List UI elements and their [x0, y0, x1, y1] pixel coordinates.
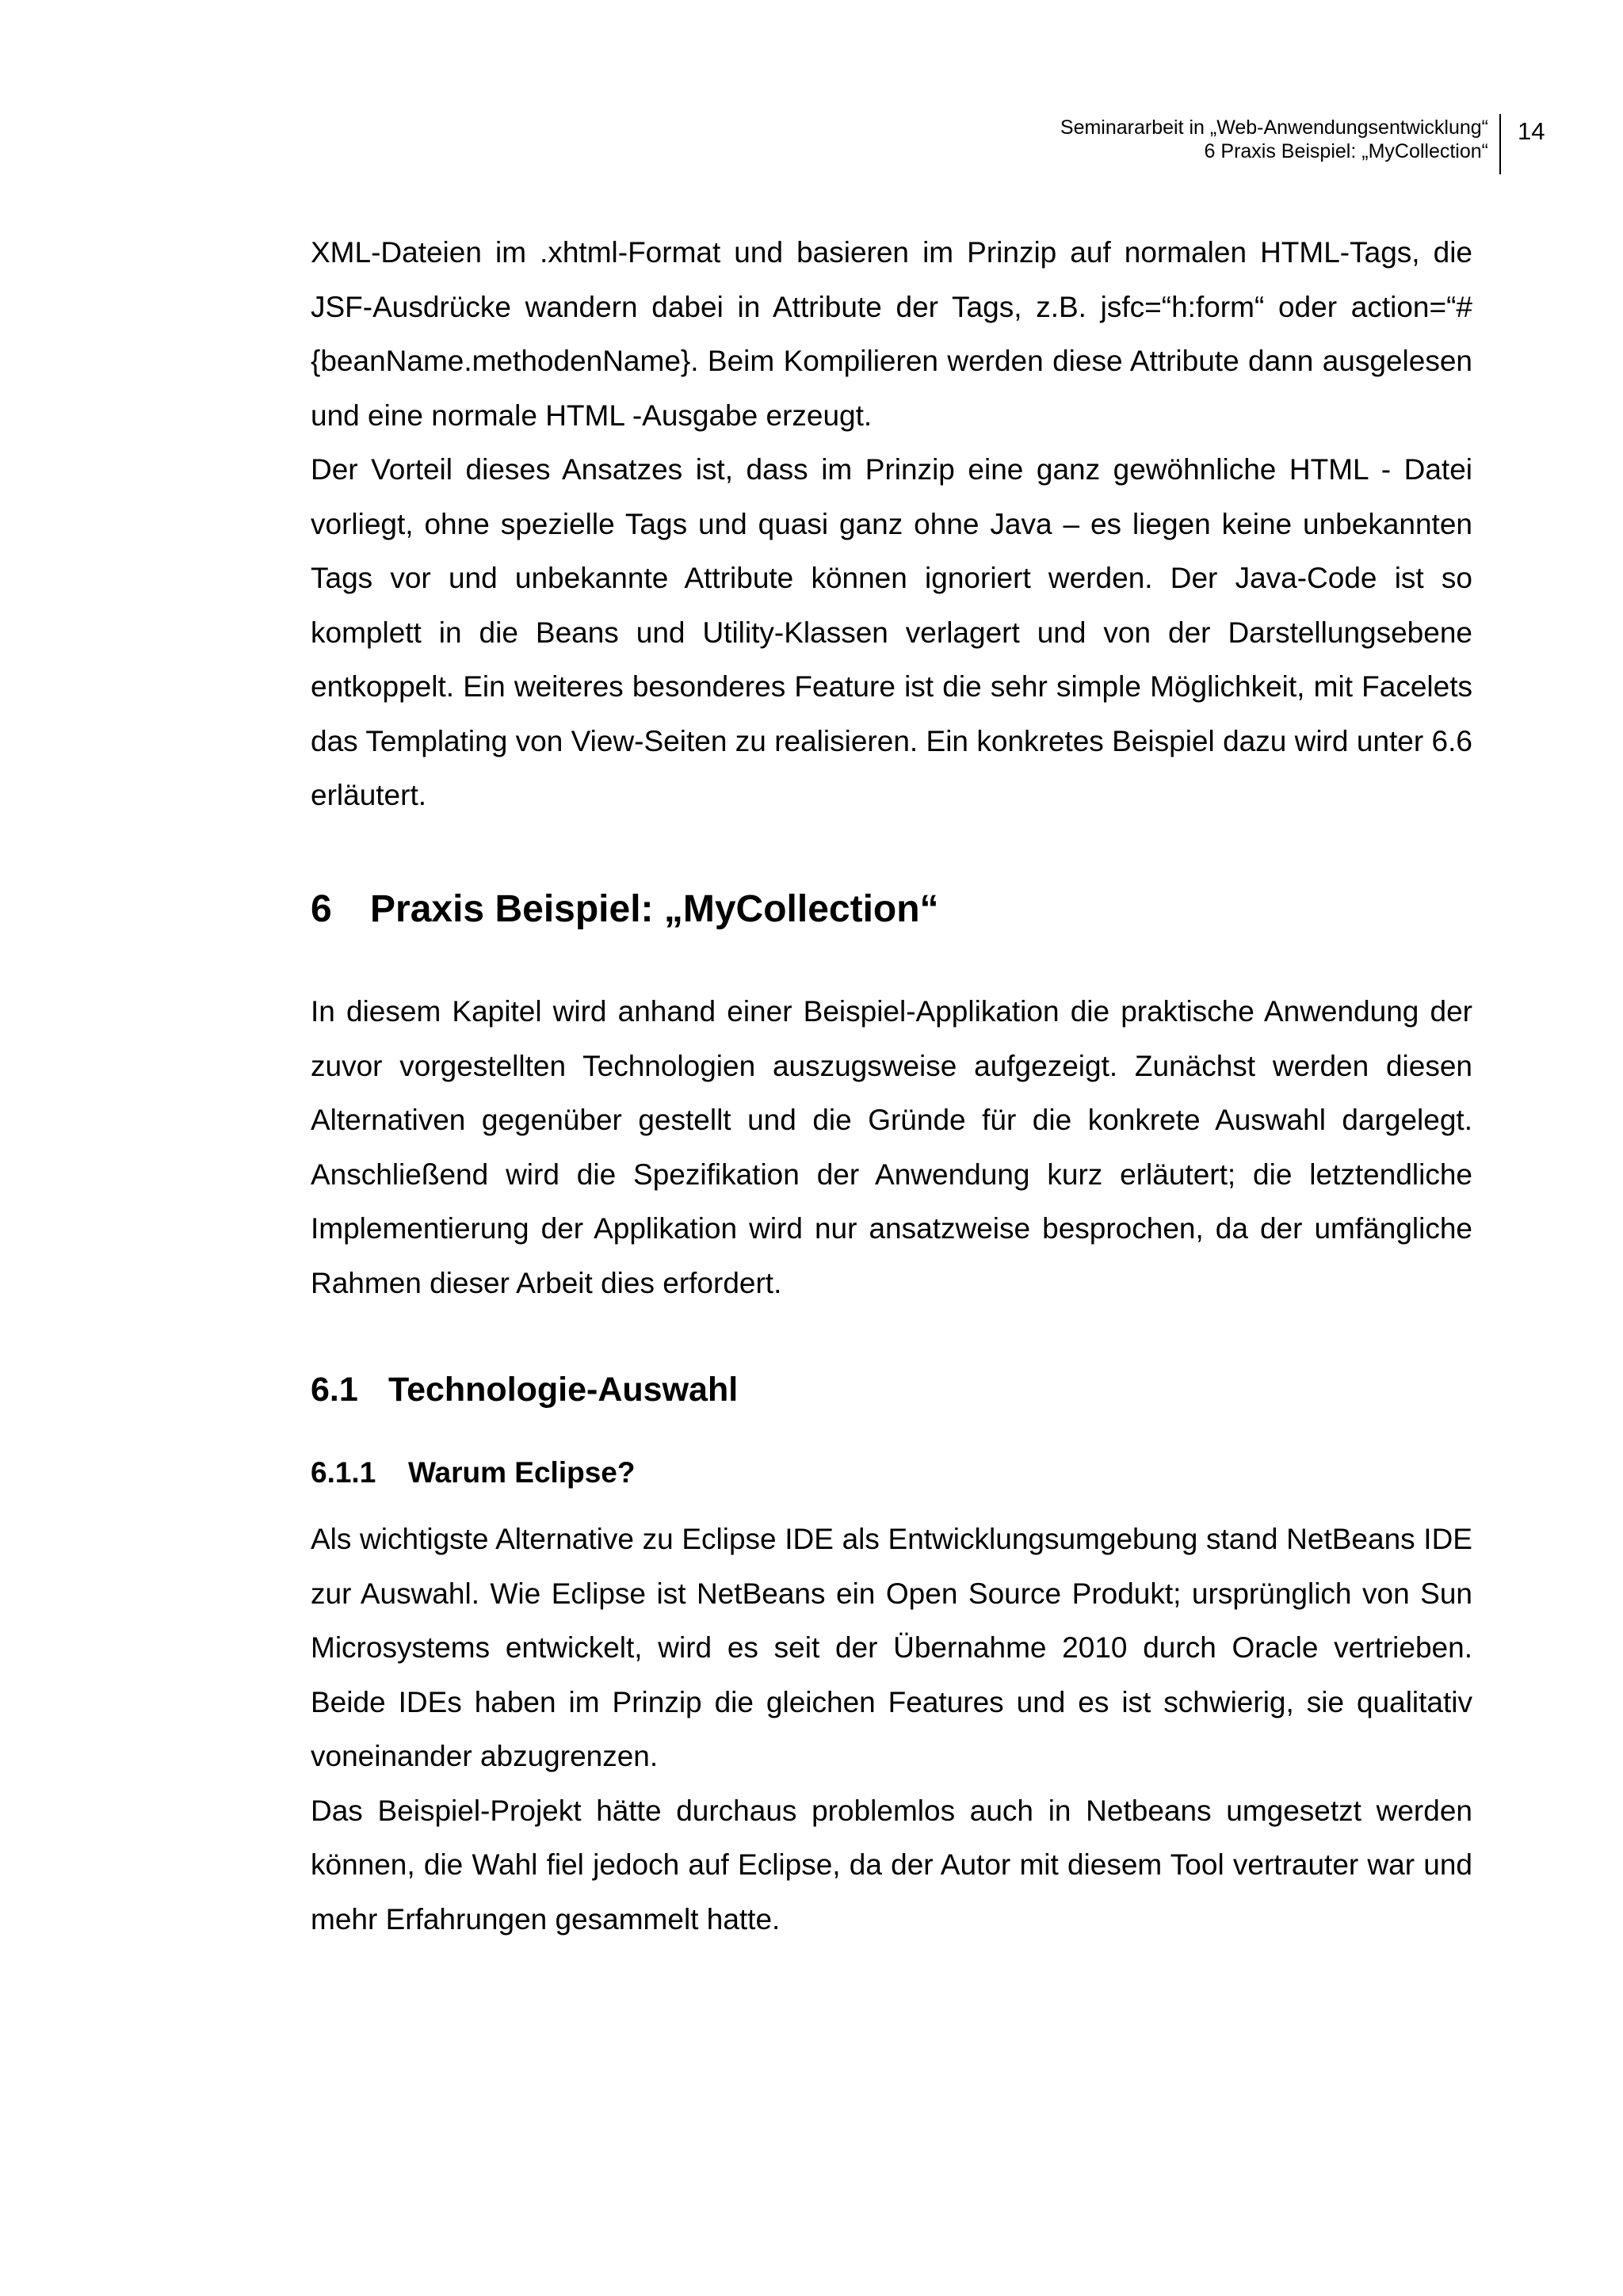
section-6-1-number: 6.1 [311, 1371, 358, 1409]
section-6-1-1-heading [311, 1455, 635, 1491]
section-6-number: 6 [311, 888, 332, 930]
running-header [1060, 116, 1488, 163]
section-6-1-1-title: Warum Eclipse? [408, 1456, 636, 1489]
intro-paragraph-2: Der Vorteil dieses Ansatzes ist, dass im Prinzip eine ganz gewöhnliche HTML - Datei vorliegt, ohne spezielle Tags und quasi ganz ohne Java – es liegen keine unbekannten Tags vor und unbekannte Attribute können ignoriert werden. Der Java-Code ist so komplett in die Beans und Utility-Klassen verlagert und von der Darstellungsebene entkoppelt. Ein weiteres besonderes Feature ist die sehr simple Möglichkeit, mit Facelets das Templating von View-Seiten zu realisieren. Ein konkretes Beispiel dazu wird unter 6.6 erläutert. [311, 453, 1472, 811]
running-header-title: Seminararbeit in „Web-Anwendungsentwicklung“ [1060, 116, 1488, 139]
section-6-1-1-body [311, 1512, 1472, 1947]
page-number: 14 [1518, 117, 1545, 145]
running-header-chapter: 6 Praxis Beispiel: „MyCollection“ [1204, 140, 1488, 162]
section-6-1-heading [311, 1368, 738, 1411]
section-6-1-1-paragraph-1: Als wichtigste Alternative zu Eclipse IDE als Entwicklungsumgebung stand NetBeans IDE zur Auswahl. Wie Eclipse ist NetBeans ein Open Source Produkt; ursprünglich von Sun Microsystems entwickelt, wird es seit der Übernahme 2010 durch Oracle vertrieben. Beide IDEs haben im Prinzip die gleichen Features und es ist schwierig, sie qualitativ voneinander abzugrenzen. [311, 1523, 1472, 1772]
section-6-title: Praxis Beispiel: „MyCollection“ [370, 888, 939, 930]
section-6-body [311, 985, 1472, 1310]
section-6-1-1-number: 6.1.1 [311, 1456, 376, 1489]
section-6-heading [311, 886, 939, 933]
header-divider [1499, 114, 1501, 174]
intro-section [311, 226, 1472, 823]
section-6-1-title: Technologie-Auswahl [388, 1371, 739, 1409]
section-6-paragraph: In diesem Kapitel wird anhand einer Beispiel-Applikation die praktische Anwendung der zuvor vorgestellten Technologien auszugsweise aufgezeigt. Zunächst werden diesen Alternativen gegenüber gestellt und die Gründe für die konkrete Auswahl dargelegt. Anschließend wird die Spezifikation der Anwendung kurz erläutert; die letztendliche Implementierung der Applikation wird nur ansatzweise besprochen, da der umfängliche Rahmen dieser Arbeit dies erfordert. [311, 995, 1472, 1299]
intro-paragraph-1: XML-Dateien im .xhtml-Format und basieren im Prinzip auf normalen HTML-Tags, die JSF-Ausdrücke wandern dabei in Attribute der Tags, z.B. jsfc=“h:form“ oder action=“#{beanName.methodenName}. Beim Kompilieren werden diese Attribute dann ausgelesen und eine normale HTML -Ausgabe erzeugt. [311, 236, 1472, 432]
section-6-1-1-paragraph-2: Das Beispiel-Projekt hätte durchaus problemlos auch in Netbeans umgesetzt werden können, die Wahl fiel jedoch auf Eclipse, da der Autor mit diesem Tool vertrauter war und mehr Erfahrungen gesammelt hatte. [311, 1794, 1472, 1936]
